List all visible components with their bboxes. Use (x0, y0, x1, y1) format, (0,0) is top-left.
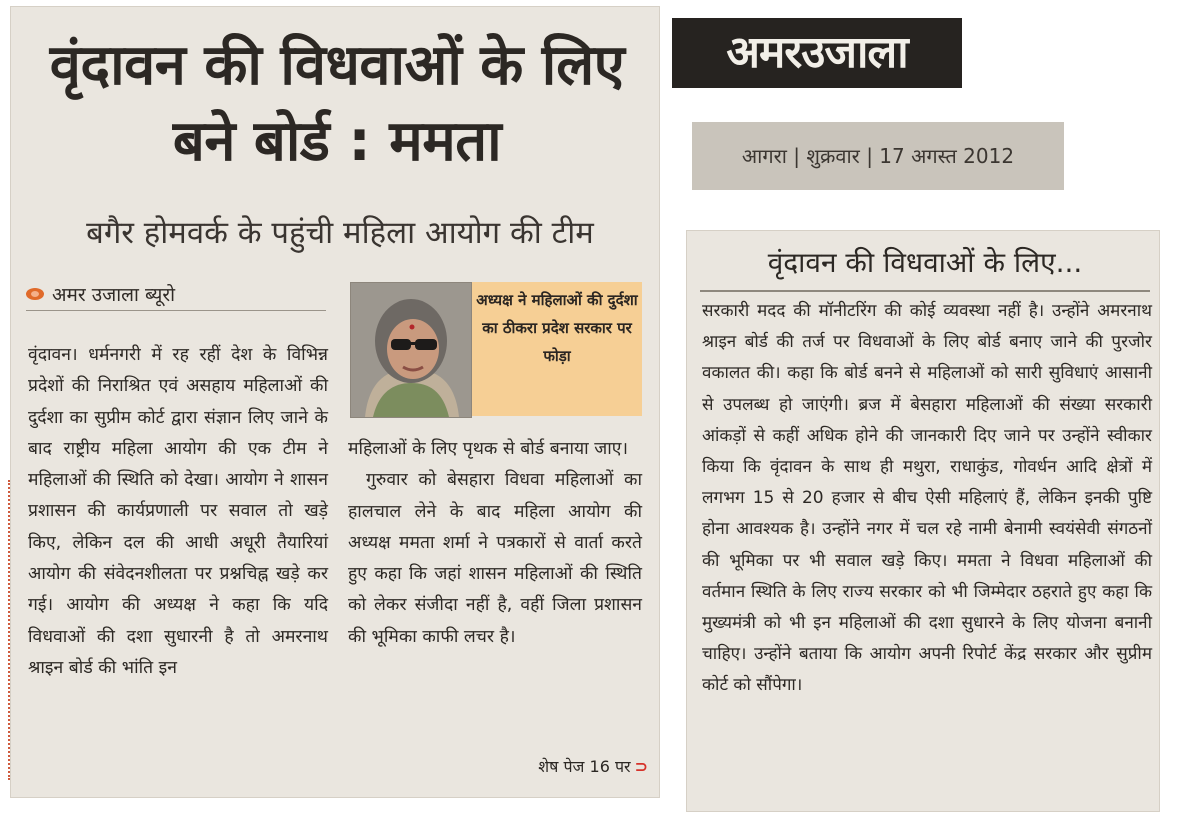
newspaper-masthead: अमरउजाला (672, 18, 962, 88)
article-headline: वृंदावन की विधवाओं के लिए बने बोर्ड : ममता (49, 33, 625, 174)
fold-mark (8, 480, 10, 780)
continuation-paragraph: सरकारी मदद की मॉनीटरिंग की कोई व्यवस्था नहीं है। उन्होंने अमरनाथ श्राइन बोर्ड की तर्ज पर विधवाओं के लिए बोर्ड बनाए जाने की पुरजोर वकालत की। कहा कि बोर्ड बनने से महिलाओं को सारी सुविधाएं आसानी से उपलब्ध हो जाएंगी। ब्रज में बेसहारा महिलाओं की संख्या सरकारी आंकड़ों से कहीं अधिक होने की जानकारी दिए जाने पर उन्होंने स्वीकार किया कि वृंदावन के साथ ही मथुरा, राधाकुंड, गोवर्धन आदि क्षेत्रों में लगभग 15 से 20 हजार से बीच ऐसी महिलाएं हैं, लेकिन इनकी पुष्टि होना आवश्यक है। उन्होंने नगर में चल रहे नामी बेनामी स्वयंसेवी संगठनों की भूमिका पर भी सवाल खड़े किए। ममता ने विधवा महिलाओं की वर्तमान स्थिति के लिए राज्य सरकार को भी जिम्मेदार ठहराते हुए कहा कि मुख्यमंत्री को भी इन महिलाओं की दशा सुधारने के लिए योजना बनानी चाहिए। उन्होंने बताया कि आयोग अपनी रिपोर्ट केंद्र सरकार और सुप्रीम कोर्ट को सौंपेगा। (702, 301, 1152, 696)
article-paragraph: महिलाओं के लिए पृथक से बोर्ड बनाया जाए। (348, 439, 629, 459)
article-column-2 (348, 434, 642, 653)
byline (26, 280, 326, 311)
article-paragraph: गुरुवार को बेसहारा विधवा महिलाओं का हालचाल लेने के बाद महिला आयोग की अध्यक्ष ममता शर्मा ने पत्रकारों से वार्ता करते हुए कहा कि जहां शासन महिलाओं की स्थिति को लेकर संजीदा नहीं है, वहीं जिला प्रशासन की भूमिका काफी लचर है। (348, 470, 642, 647)
pullquote-box: अध्यक्ष ने महिलाओं की दुर्दशा का ठीकरा प्रदेश सरकार पर फोड़ा (472, 282, 642, 416)
continuation-column (702, 296, 1152, 702)
divider (700, 290, 1150, 292)
jump-arrow-icon: ⊃ (634, 757, 648, 776)
article-column-1 (28, 340, 328, 684)
dateline: आगरा | शुक्रवार | 17 अगस्त 2012 (692, 122, 1064, 190)
continuation-title: वृंदावन की विधवाओं के लिए... (767, 246, 1083, 279)
article-paragraph: वृंदावन। धर्मनगरी में रह रहीं देश के विभिन्न प्रदेशों की निराश्रित एवं असहाय महिलाओं की दुर्दशा का सुप्रीम कोर्ट द्वारा संज्ञान लिए जाने के बाद राष्ट्रीय महिला आयोग की एक टीम ने महिलाओं की स्थिति को देखा। आयोग ने शासन प्रशासन की कार्यप्रणाली पर सवाल तो खड़े किए, लेकिन दल की आधी अधूरी तैयारियां आयोग की संवेदनशीलता पर प्रश्नचिह्न खड़े कर गई। आयोग की अध्यक्ष ने कहा कि यदि विधवाओं की दशा सुधारनी है तो अमरनाथ श्राइन बोर्ड की भांति इन (28, 345, 328, 678)
portrait-photo (350, 282, 472, 418)
byline-text: अमर उजाला ब्यूरो (52, 284, 176, 306)
circle-logo-icon (26, 288, 44, 300)
jump-text: शेष पेज 16 पर (538, 757, 631, 776)
continued-on-page (498, 754, 648, 780)
article-subheadline: बगैर होमवर्क के पहुंची महिला आयोग की टीम (86, 215, 594, 251)
